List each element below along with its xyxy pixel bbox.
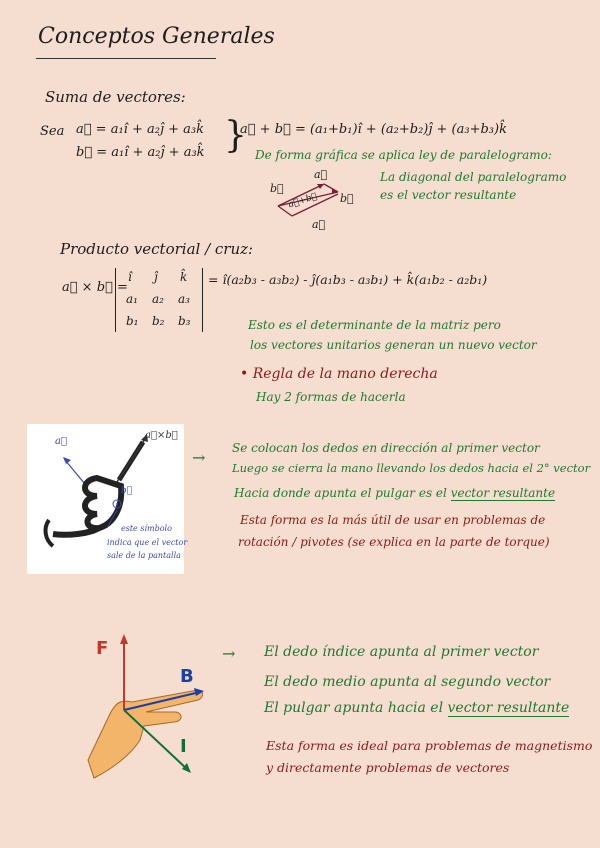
- fig1-label-b: b⃗: [121, 486, 133, 496]
- hand-shape: [88, 690, 203, 778]
- fig1-caption-2: indica que el vector: [107, 538, 188, 547]
- fig2-line-4: Esta forma es ideal para problemas de magnetismo: [266, 738, 593, 753]
- wrist-curve: [46, 520, 53, 546]
- matrix-cell: a₁: [126, 292, 138, 306]
- label-B: B: [180, 666, 194, 687]
- formas-note: Hay 2 formas de hacerla: [256, 390, 406, 404]
- cross-rhs: = î(a₂b₃ - a₃b₂) - ĵ(a₁b₃ - a₃b₁) + k̂(a₁b₂ - a₂b₁): [208, 272, 488, 287]
- vector-a-definition: a⃗ = a₁î + a₂ĵ + a₃k̂: [76, 122, 204, 137]
- hand-figure-1: [27, 424, 188, 574]
- matrix-cell: a₂: [152, 292, 164, 306]
- diagonal-note-2: es el vector resultante: [380, 188, 517, 202]
- brace: }: [224, 115, 247, 156]
- vector-b-definition: b⃗ = a₁î + a₂ĵ + a₃k̂: [76, 145, 205, 160]
- determinant-note-2: los vectores unitarios generan un nuevo vector: [250, 338, 537, 352]
- diag-label-sum: a⃗+b⃗: [287, 191, 319, 211]
- vector-a-arrow: [65, 460, 85, 484]
- diagonal-note-1: La diagonal del paralelogramo: [380, 170, 567, 184]
- page-title: Conceptos Generales: [38, 24, 275, 49]
- fig1-line-2: Luego se cierra la mano llevando los dedos hacia el 2° vector: [232, 461, 591, 475]
- fig2-line-3-underlined: vector resultante: [447, 700, 570, 716]
- determinant-note-1: Esto es el determinante de la matriz pero: [248, 318, 501, 332]
- diag-label-b-left: b⃗: [270, 182, 284, 195]
- fig2-line-3: [264, 700, 569, 716]
- fig1-label-axb: a⃗×b⃗: [145, 430, 178, 441]
- fig1-caption-1: este símbolo: [121, 524, 172, 533]
- diag-label-a-top: a⃗: [314, 168, 328, 181]
- label-F: F: [96, 638, 109, 659]
- suma-heading: Suma de vectores:: [45, 88, 186, 106]
- fig1-arrow: →: [192, 448, 206, 467]
- fig1-label-a: a⃗: [55, 436, 67, 447]
- diag-label-b-right: b⃗: [340, 192, 354, 205]
- right-hand-rule-bullet: • Regla de la mano derecha: [240, 366, 438, 382]
- matrix-cell: b₁: [126, 314, 139, 328]
- matrix-cell: b₃: [178, 314, 191, 328]
- matrix-cell: k̂: [180, 270, 188, 284]
- fig1-line-4: Esta forma es la más útil de usar en problemas de: [240, 513, 546, 527]
- determinant-matrix: [115, 268, 203, 332]
- fig1-line-3-text: Hacia donde apunta el pulgar es el: [234, 486, 451, 500]
- fig1-line-5: rotación / pivotes (se explica en la parte de torque): [238, 535, 550, 549]
- producto-heading: Producto vectorial / cruz:: [60, 240, 254, 258]
- sea-label: Sea: [40, 124, 65, 139]
- matrix-cell: ĵ: [154, 270, 158, 284]
- fig2-line-5: y directamente problemas de vectores: [266, 760, 510, 775]
- matrix-cell: a₃: [178, 292, 190, 306]
- axb-arrow: [117, 436, 147, 482]
- wrist: [53, 528, 99, 535]
- grafica-note: De forma gráfica se aplica ley de paralelogramo:: [255, 148, 552, 162]
- fig2-arrow: →: [222, 644, 236, 663]
- fig2-line-2: El dedo medio apunta al segundo vector: [264, 674, 551, 690]
- fig2-line-1: El dedo índice apunta al primer vector: [264, 644, 539, 660]
- title-underline: [36, 58, 216, 59]
- matrix-cell: b₂: [152, 314, 165, 328]
- curled-fingers: [85, 478, 121, 528]
- fig2-line-3-text: El pulgar apunta hacia el: [264, 700, 448, 716]
- fig1-line-1: Se colocan los dedos en dirección al primer vector: [232, 441, 540, 455]
- fig1-caption-3: sale de la pantalla: [107, 551, 181, 560]
- fig1-line-3-underlined: vector resultante: [450, 486, 556, 500]
- matrix-cell: î: [128, 270, 132, 284]
- sum-formula: a⃗ + b⃗ = (a₁+b₁)î + (a₂+b₂)ĵ + (a₃+b₃)k̂: [240, 122, 507, 137]
- fig1-line-3: [234, 486, 555, 500]
- diag-label-a-bottom: a⃗: [312, 218, 326, 231]
- label-I: I: [180, 736, 187, 757]
- cross-lhs: a⃗ × b⃗ =: [62, 280, 128, 295]
